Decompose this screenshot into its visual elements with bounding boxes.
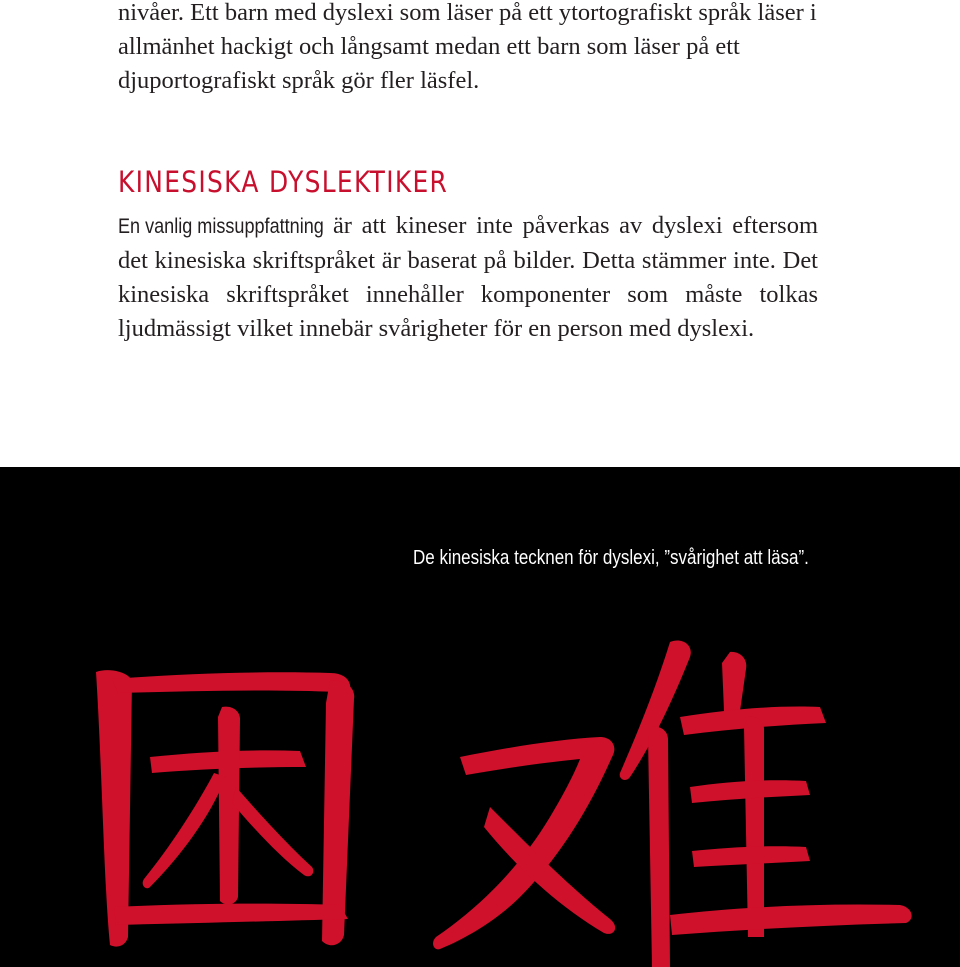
section-heading: KINESISKA DYSLEKTIKER — [118, 165, 449, 199]
section-paragraph — [118, 209, 818, 346]
character-kun — [96, 670, 354, 946]
figure-caption: De kinesiska tecknen för dyslexi, ”svårighet att läsa”. — [413, 547, 809, 569]
section-body-text: är att kineser inte påverkas av dyslexi eftersom det kinesiska skriftspråket är baserat på bilder. Detta stämmer inte. Det kinesiska skriftspråket innehåller komponenter som måste tolkas ljudmässigt vilket innebär svårigheter för en person med dyslexi. — [118, 212, 818, 342]
intro-paragraph: nivåer. Ett barn med dyslexi som läser på ett ytortografiskt språk läser i allmänhet hackigt och långsamt medan ett barn som läser på ett djuportografiskt språk gör fler läsfel. — [118, 0, 817, 94]
character-nan — [433, 640, 912, 967]
calligraphy-figure — [0, 467, 960, 967]
lead-in-text: En vanlig missuppfattning — [118, 215, 324, 238]
chinese-characters-kunnan — [0, 617, 960, 967]
